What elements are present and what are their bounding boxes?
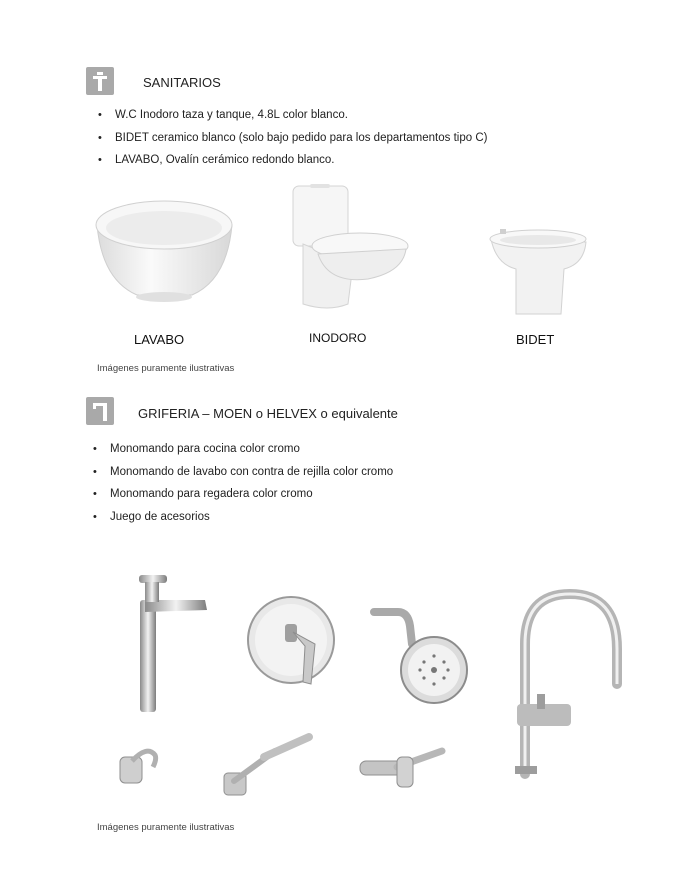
- towel-bar-image: [219, 727, 319, 802]
- shower-valve-image: [245, 594, 337, 686]
- paper-holder-image: [357, 743, 454, 791]
- sink-icon: [86, 67, 114, 95]
- bidet-image: [486, 224, 588, 320]
- lavabo-faucet-image: [135, 570, 215, 715]
- inodoro-image: [288, 184, 413, 314]
- caption-griferia: Imágenes puramente ilustrativas: [97, 822, 235, 833]
- lavabo-image: [92, 195, 237, 305]
- faucet-icon: [86, 397, 114, 425]
- product-label-inodoro: INODORO: [309, 331, 367, 345]
- robe-hook-image: [117, 741, 162, 789]
- product-label-bidet: BIDET: [516, 332, 555, 347]
- kitchen-faucet-image: [505, 584, 635, 780]
- section-title-sanitarios: SANITARIOS: [143, 75, 221, 90]
- section-title-griferia: GRIFERIA – MOEN o HELVEX o equivalente: [138, 406, 398, 421]
- shower-head-image: [368, 604, 470, 706]
- caption-sanitarios: Imágenes puramente ilustrativas: [97, 363, 235, 374]
- product-label-lavabo: LAVABO: [134, 332, 185, 347]
